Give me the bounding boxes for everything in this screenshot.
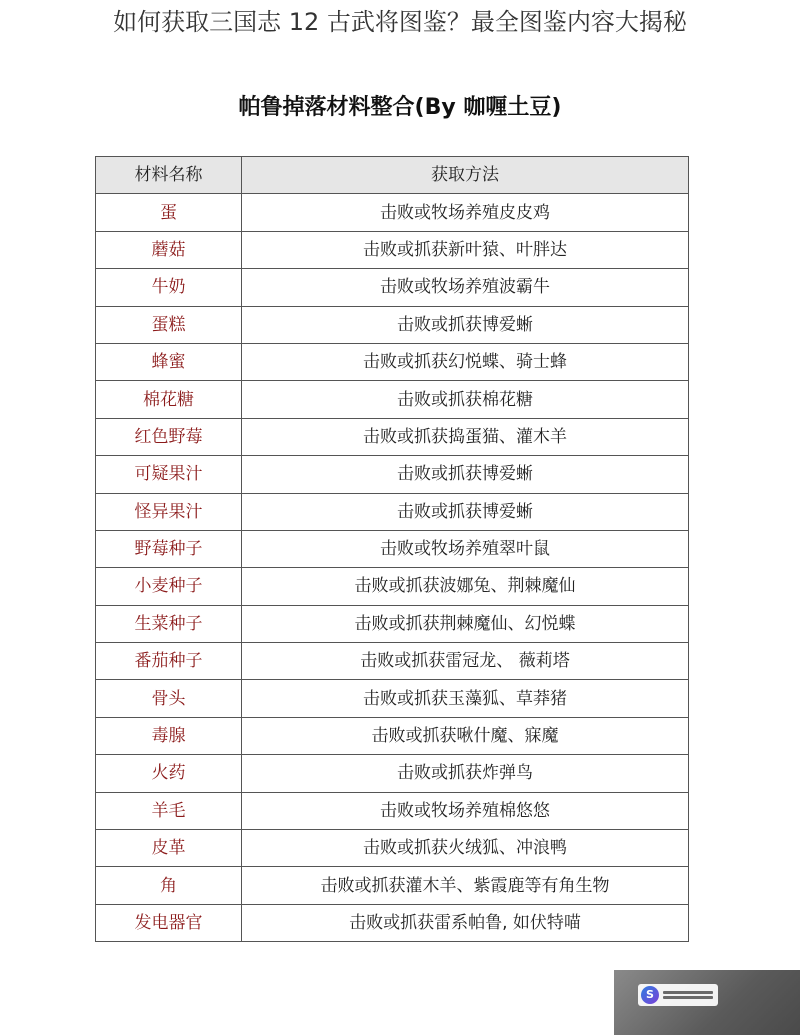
acquisition-method: 击败或抓获幻悦蝶、骑士蜂 <box>242 343 689 380</box>
table-row <box>96 418 689 455</box>
table-row <box>96 792 689 829</box>
acquisition-method: 击败或抓获啾什魔、寐魔 <box>242 717 689 754</box>
watermark-text-lines <box>663 989 713 1001</box>
material-name: 蛋糕 <box>96 306 242 343</box>
material-name: 怪异果汁 <box>96 493 242 530</box>
table-row <box>96 381 689 418</box>
table-row <box>96 493 689 530</box>
table-row <box>96 605 689 642</box>
table-row <box>96 830 689 867</box>
material-name: 生菜种子 <box>96 605 242 642</box>
acquisition-method: 击败或抓获炸弹鸟 <box>242 755 689 792</box>
material-name: 发电器官 <box>96 904 242 941</box>
table-row <box>96 867 689 904</box>
material-name: 毒腺 <box>96 717 242 754</box>
material-name: 红色野莓 <box>96 418 242 455</box>
acquisition-method: 击败或抓获雷冠龙、 薇莉塔 <box>242 643 689 680</box>
material-name: 棉花糖 <box>96 381 242 418</box>
header-material-name: 材料名称 <box>96 157 242 194</box>
material-name: 骨头 <box>96 680 242 717</box>
acquisition-method: 击败或牧场养殖棉悠悠 <box>242 792 689 829</box>
table-header-row <box>96 157 689 194</box>
acquisition-method: 击败或抓获新叶猿、叶胖达 <box>242 231 689 268</box>
table-row <box>96 530 689 567</box>
material-name: 牛奶 <box>96 269 242 306</box>
material-drop-table <box>95 156 689 942</box>
acquisition-method: 击败或抓获雷系帕鲁, 如伏特喵 <box>242 904 689 941</box>
material-name: 蜂蜜 <box>96 343 242 380</box>
acquisition-method: 击败或抓获棉花糖 <box>242 381 689 418</box>
material-name: 蛋 <box>96 194 242 231</box>
acquisition-method: 击败或抓获火绒狐、冲浪鸭 <box>242 830 689 867</box>
table-row <box>96 343 689 380</box>
table-row <box>96 755 689 792</box>
table-row <box>96 306 689 343</box>
page-heading: 如何获取三国志 12 古武将图鉴？最全图鉴内容大揭秘 <box>113 8 687 36</box>
material-name: 火药 <box>96 755 242 792</box>
table-row <box>96 456 689 493</box>
table-row <box>96 194 689 231</box>
acquisition-method: 击败或牧场养殖波霸牛 <box>242 269 689 306</box>
acquisition-method: 击败或抓获博爱蜥 <box>242 493 689 530</box>
table-row <box>96 231 689 268</box>
material-name: 蘑菇 <box>96 231 242 268</box>
watermark-badge <box>638 984 718 1006</box>
table-row <box>96 568 689 605</box>
acquisition-method: 击败或抓获灌木羊、紫霞鹿等有角生物 <box>242 867 689 904</box>
watermark-overlay <box>614 970 800 1035</box>
material-name: 野莓种子 <box>96 530 242 567</box>
document-title: 帕鲁掉落材料整合(By 咖喱土豆) <box>238 95 562 120</box>
acquisition-method: 击败或抓获捣蛋猫、灌木羊 <box>242 418 689 455</box>
s-circle-logo-icon: S <box>641 986 659 1004</box>
material-name: 番茄种子 <box>96 643 242 680</box>
acquisition-method: 击败或抓获玉藻狐、草莽猪 <box>242 680 689 717</box>
acquisition-method: 击败或抓获博爱蜥 <box>242 456 689 493</box>
material-name: 角 <box>96 867 242 904</box>
material-name: 皮革 <box>96 830 242 867</box>
acquisition-method: 击败或抓获博爱蜥 <box>242 306 689 343</box>
material-name: 小麦种子 <box>96 568 242 605</box>
header-acquisition-method: 获取方法 <box>242 157 689 194</box>
acquisition-method: 击败或牧场养殖翠叶鼠 <box>242 530 689 567</box>
table-row <box>96 717 689 754</box>
table-row <box>96 643 689 680</box>
table-row <box>96 269 689 306</box>
table-row <box>96 904 689 941</box>
acquisition-method: 击败或抓获荆棘魔仙、幻悦蝶 <box>242 605 689 642</box>
material-name: 可疑果汁 <box>96 456 242 493</box>
acquisition-method: 击败或抓获波娜兔、荆棘魔仙 <box>242 568 689 605</box>
acquisition-method: 击败或牧场养殖皮皮鸡 <box>242 194 689 231</box>
table-row <box>96 680 689 717</box>
material-name: 羊毛 <box>96 792 242 829</box>
